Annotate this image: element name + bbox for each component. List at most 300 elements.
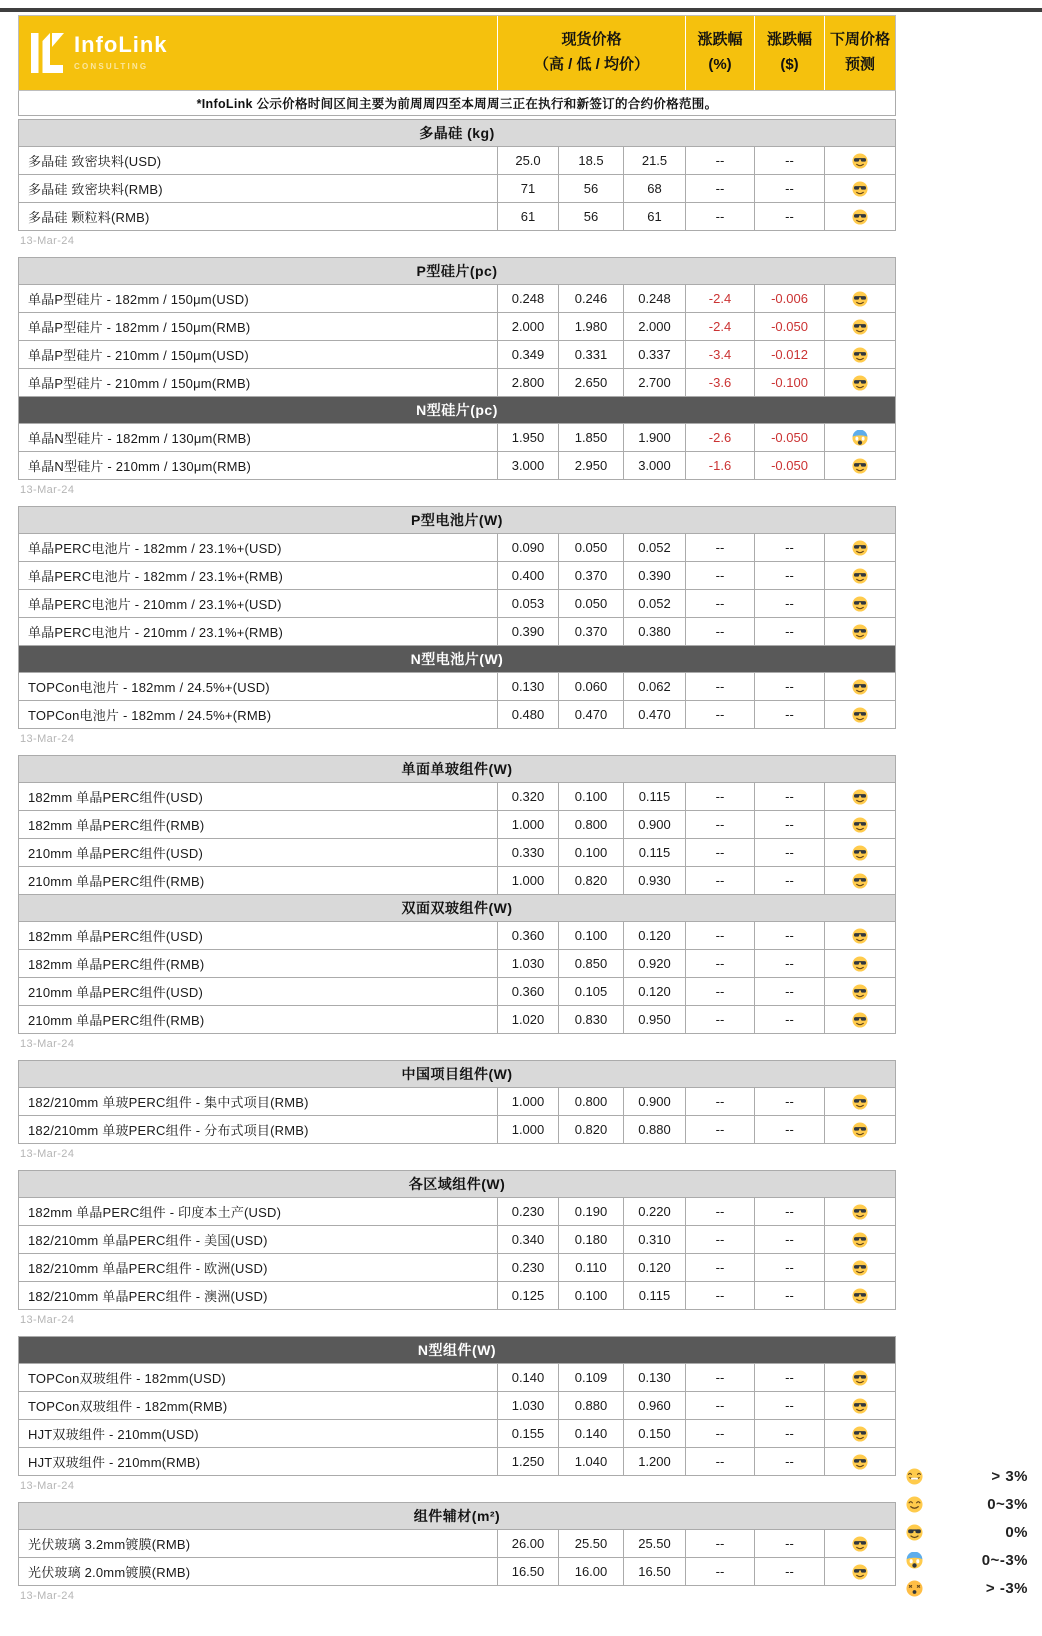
change-pct-subtitle: (%)	[708, 56, 732, 73]
sunglasses-emoji-icon	[852, 1370, 868, 1386]
grin-emoji-icon	[906, 1468, 923, 1485]
disclaimer-note: *InfoLink 公示价格时间区间主要为前周周四至本周周三正在执行和新签订的合约价格范围。	[18, 91, 896, 116]
price-low: 0.370	[559, 618, 623, 645]
price-avg: 0.900	[624, 1088, 685, 1115]
price-high: 0.090	[498, 534, 558, 561]
change-usd: --	[755, 590, 824, 617]
price-avg: 0.120	[624, 978, 685, 1005]
price-avg: 0.380	[624, 618, 685, 645]
legend-label: > -3%	[985, 1580, 1028, 1597]
sunglasses-emoji-icon	[852, 1204, 868, 1220]
forecast-cell	[825, 341, 895, 368]
section-header: N型电池片(W)	[19, 646, 895, 672]
sunglasses-emoji-icon	[852, 956, 868, 972]
sunglasses-emoji-icon	[852, 181, 868, 197]
row-label: 单晶P型硅片 - 210mm / 150μm(USD)	[19, 341, 497, 368]
price-table	[18, 257, 896, 480]
change-usd: --	[755, 811, 824, 838]
price-low: 0.370	[559, 562, 623, 589]
date-stamp: 13-Mar-24	[20, 1314, 75, 1326]
forecast-cell	[825, 1282, 895, 1309]
price-high: 16.50	[498, 1558, 558, 1585]
forecast-cell	[825, 1448, 895, 1475]
change-pct: --	[686, 1364, 754, 1391]
row-label: 182/210mm 单晶PERC组件 - 澳洲(USD)	[19, 1282, 497, 1309]
price-high: 0.360	[498, 922, 558, 949]
price-high: 0.125	[498, 1282, 558, 1309]
date-stamp: 13-Mar-24	[20, 1148, 75, 1160]
change-pct: --	[686, 1448, 754, 1475]
row-label: TOPCon双玻组件 - 182mm(USD)	[19, 1364, 497, 1391]
row-label: 单晶PERC电池片 - 210mm / 23.1%+(RMB)	[19, 618, 497, 645]
row-label: 182/210mm 单玻PERC组件 - 分布式项目(RMB)	[19, 1116, 497, 1143]
price-avg: 0.115	[624, 783, 685, 810]
price-avg: 0.390	[624, 562, 685, 589]
price-low: 0.140	[559, 1420, 623, 1447]
price-high: 0.330	[498, 839, 558, 866]
price-low: 0.190	[559, 1198, 623, 1225]
price-low: 0.100	[559, 783, 623, 810]
forecast-cell	[825, 1226, 895, 1253]
change-pct: -1.6	[686, 452, 754, 479]
price-low: 56	[559, 175, 623, 202]
sunglasses-emoji-icon	[852, 707, 868, 723]
legend-label: 0%	[1005, 1524, 1028, 1541]
price-low: 0.331	[559, 341, 623, 368]
change-usd: --	[755, 1198, 824, 1225]
price-avg: 0.062	[624, 673, 685, 700]
price-avg: 0.052	[624, 534, 685, 561]
sunglasses-emoji-icon	[852, 679, 868, 695]
change-pct: --	[686, 811, 754, 838]
price-high: 2.000	[498, 313, 558, 340]
sunglasses-emoji-icon	[852, 1426, 868, 1442]
sunglasses-emoji-icon	[852, 375, 868, 391]
row-label: 光伏玻璃 2.0mm镀膜(RMB)	[19, 1558, 497, 1585]
price-high: 0.248	[498, 285, 558, 312]
forecast-cell	[825, 1392, 895, 1419]
change-pct: --	[686, 1558, 754, 1585]
row-label: 多晶硅 致密块料(RMB)	[19, 175, 497, 202]
change-usd: -0.050	[755, 452, 824, 479]
change-pct: -3.6	[686, 369, 754, 396]
sunglasses-emoji-icon	[852, 845, 868, 861]
change-pct: --	[686, 534, 754, 561]
forecast-cell	[825, 1006, 895, 1033]
price-low: 0.180	[559, 1226, 623, 1253]
price-low: 0.060	[559, 673, 623, 700]
price-table	[18, 1060, 896, 1144]
forecast-cell	[825, 147, 895, 174]
change-usd: -0.012	[755, 341, 824, 368]
change-pct: --	[686, 1282, 754, 1309]
change-usd: --	[755, 618, 824, 645]
row-label: HJT双玻组件 - 210mm(RMB)	[19, 1448, 497, 1475]
sunglasses-emoji-icon	[852, 540, 868, 556]
sunglasses-emoji-icon	[852, 1398, 868, 1414]
change-usd: --	[755, 1226, 824, 1253]
forecast-cell	[825, 313, 895, 340]
change-pct: --	[686, 867, 754, 894]
price-low: 0.050	[559, 590, 623, 617]
row-label: TOPCon电池片 - 182mm / 24.5%+(USD)	[19, 673, 497, 700]
change-usd: --	[755, 1282, 824, 1309]
forecast-cell	[825, 922, 895, 949]
price-low: 0.100	[559, 922, 623, 949]
price-high: 1.000	[498, 1116, 558, 1143]
section-header: 单面单玻组件(W)	[19, 756, 895, 782]
row-label: HJT双玻组件 - 210mm(USD)	[19, 1420, 497, 1447]
price-low: 0.850	[559, 950, 623, 977]
row-label: 光伏玻璃 3.2mm镀膜(RMB)	[19, 1530, 497, 1557]
sunglasses-emoji-icon	[852, 928, 868, 944]
change-pct: -2.4	[686, 313, 754, 340]
forecast-cell	[825, 950, 895, 977]
price-high: 0.320	[498, 783, 558, 810]
change-pct: --	[686, 1198, 754, 1225]
price-avg: 0.310	[624, 1226, 685, 1253]
forecast-cell	[825, 562, 895, 589]
brand-text	[74, 33, 168, 72]
forecast-cell	[825, 839, 895, 866]
col-header-change-pct	[686, 16, 754, 90]
price-avg: 2.000	[624, 313, 685, 340]
price-high: 1.030	[498, 950, 558, 977]
sunglasses-emoji-icon	[852, 1536, 868, 1552]
col-header-spot-price	[498, 16, 685, 90]
price-low: 0.246	[559, 285, 623, 312]
change-usd: --	[755, 534, 824, 561]
change-usd: --	[755, 783, 824, 810]
row-label: 单晶N型硅片 - 182mm / 130μm(RMB)	[19, 424, 497, 451]
price-high: 0.053	[498, 590, 558, 617]
date-stamp: 13-Mar-24	[20, 235, 75, 247]
price-high: 1.000	[498, 1088, 558, 1115]
sunglasses-emoji-icon	[852, 596, 868, 612]
date-stamp: 13-Mar-24	[20, 1590, 75, 1602]
price-low: 0.100	[559, 1282, 623, 1309]
sunglasses-emoji-icon	[852, 1454, 868, 1470]
row-label: 单晶P型硅片 - 182mm / 150μm(RMB)	[19, 313, 497, 340]
price-avg: 0.150	[624, 1420, 685, 1447]
price-avg: 1.200	[624, 1448, 685, 1475]
price-avg: 0.930	[624, 867, 685, 894]
price-low: 0.880	[559, 1392, 623, 1419]
forecast-subtitle: 预测	[844, 56, 875, 73]
forecast-cell	[825, 424, 895, 451]
price-high: 1.030	[498, 1392, 558, 1419]
price-avg: 16.50	[624, 1558, 685, 1585]
price-high: 1.020	[498, 1006, 558, 1033]
sunglasses-emoji-icon	[852, 209, 868, 225]
price-avg: 3.000	[624, 452, 685, 479]
date-stamp: 13-Mar-24	[20, 484, 75, 496]
forecast-cell	[825, 1116, 895, 1143]
change-pct: --	[686, 562, 754, 589]
row-label: 210mm 单晶PERC组件(USD)	[19, 978, 497, 1005]
change-pct: --	[686, 673, 754, 700]
price-low: 1.040	[559, 1448, 623, 1475]
date-stamp: 13-Mar-24	[20, 733, 75, 745]
price-low: 2.650	[559, 369, 623, 396]
price-high: 61	[498, 203, 558, 230]
change-usd: --	[755, 1420, 824, 1447]
sunglasses-emoji-icon	[852, 817, 868, 833]
row-label: 单晶P型硅片 - 182mm / 150μm(USD)	[19, 285, 497, 312]
section-header: P型硅片(pc)	[19, 258, 895, 284]
forecast-cell	[825, 673, 895, 700]
price-high: 0.130	[498, 673, 558, 700]
price-avg: 0.900	[624, 811, 685, 838]
forecast-cell	[825, 867, 895, 894]
price-avg: 0.950	[624, 1006, 685, 1033]
change-pct: --	[686, 1088, 754, 1115]
change-usd: --	[755, 1558, 824, 1585]
price-low: 16.00	[559, 1558, 623, 1585]
price-table	[18, 119, 896, 231]
sunglasses-emoji-icon	[852, 1122, 868, 1138]
price-avg: 21.5	[624, 147, 685, 174]
legend-item	[906, 1547, 1028, 1574]
forecast-cell	[825, 1558, 895, 1585]
price-low: 0.820	[559, 867, 623, 894]
change-pct: --	[686, 701, 754, 728]
price-low: 0.470	[559, 701, 623, 728]
scream-emoji-icon	[906, 1552, 923, 1569]
price-low: 0.110	[559, 1254, 623, 1281]
change-usd: --	[755, 701, 824, 728]
section-header: P型电池片(W)	[19, 507, 895, 533]
sunglasses-emoji-icon	[852, 1012, 868, 1028]
scream-emoji-icon	[852, 430, 868, 446]
price-high: 25.0	[498, 147, 558, 174]
price-low: 0.800	[559, 1088, 623, 1115]
price-high: 0.230	[498, 1254, 558, 1281]
price-high: 0.340	[498, 1226, 558, 1253]
price-low: 0.050	[559, 534, 623, 561]
price-high: 1.250	[498, 1448, 558, 1475]
forecast-cell	[825, 978, 895, 1005]
change-pct-title: 涨跌幅	[697, 31, 743, 49]
sunglasses-emoji-icon	[852, 873, 868, 889]
price-low: 0.800	[559, 811, 623, 838]
sunglasses-emoji-icon	[852, 1260, 868, 1276]
legend-item	[906, 1519, 1028, 1546]
price-high: 3.000	[498, 452, 558, 479]
price-low: 2.950	[559, 452, 623, 479]
change-usd: --	[755, 1364, 824, 1391]
sunglasses-emoji-icon	[852, 1232, 868, 1248]
forecast-cell	[825, 1088, 895, 1115]
price-high: 0.400	[498, 562, 558, 589]
date-stamp: 13-Mar-24	[20, 1038, 75, 1050]
section-header: 各区域组件(W)	[19, 1171, 895, 1197]
change-usd: -0.050	[755, 424, 824, 451]
forecast-cell	[825, 811, 895, 838]
change-pct: --	[686, 950, 754, 977]
brand-cell	[19, 16, 497, 90]
price-high: 1.000	[498, 811, 558, 838]
row-label: 210mm 单晶PERC组件(RMB)	[19, 1006, 497, 1033]
row-label: 单晶PERC电池片 - 210mm / 23.1%+(USD)	[19, 590, 497, 617]
brand-subtitle: CONSULTING	[74, 61, 149, 71]
sunglasses-emoji-icon	[852, 984, 868, 1000]
forecast-cell	[825, 783, 895, 810]
sunglasses-emoji-icon	[852, 1094, 868, 1110]
forecast-cell	[825, 1530, 895, 1557]
change-usd: --	[755, 203, 824, 230]
price-high: 71	[498, 175, 558, 202]
row-label: 单晶PERC电池片 - 182mm / 23.1%+(USD)	[19, 534, 497, 561]
price-sections	[18, 119, 896, 1612]
price-high: 2.800	[498, 369, 558, 396]
col-header-forecast	[825, 16, 895, 90]
row-label: 210mm 单晶PERC组件(RMB)	[19, 867, 497, 894]
change-pct: -2.4	[686, 285, 754, 312]
price-table	[18, 506, 896, 729]
forecast-cell	[825, 618, 895, 645]
change-pct: --	[686, 1392, 754, 1419]
section-header: N型组件(W)	[19, 1337, 895, 1363]
row-label: 多晶硅 致密块料(USD)	[19, 147, 497, 174]
price-high: 0.230	[498, 1198, 558, 1225]
change-pct: --	[686, 1530, 754, 1557]
forecast-cell	[825, 175, 895, 202]
row-label: 182mm 单晶PERC组件(USD)	[19, 783, 497, 810]
forecast-cell	[825, 701, 895, 728]
row-label: 182mm 单晶PERC组件(RMB)	[19, 811, 497, 838]
change-pct: -2.6	[686, 424, 754, 451]
forecast-cell	[825, 1198, 895, 1225]
price-low: 18.5	[559, 147, 623, 174]
price-avg: 0.120	[624, 922, 685, 949]
change-pct: --	[686, 175, 754, 202]
change-usd: --	[755, 1088, 824, 1115]
change-usd-title: 涨跌幅	[766, 31, 812, 49]
row-label: 单晶P型硅片 - 210mm / 150μm(RMB)	[19, 369, 497, 396]
change-usd: --	[755, 1530, 824, 1557]
sunglasses-emoji-icon	[852, 319, 868, 335]
legend-label: > 3%	[991, 1468, 1028, 1485]
forecast-title: 下周价格	[829, 31, 890, 49]
price-high: 26.00	[498, 1530, 558, 1557]
price-high: 0.390	[498, 618, 558, 645]
price-high: 0.349	[498, 341, 558, 368]
change-usd: --	[755, 1448, 824, 1475]
row-label: 单晶N型硅片 - 210mm / 130μm(RMB)	[19, 452, 497, 479]
change-usd: -0.100	[755, 369, 824, 396]
price-avg: 0.920	[624, 950, 685, 977]
date-stamp: 13-Mar-24	[20, 1480, 75, 1492]
change-usd: --	[755, 562, 824, 589]
price-avg: 0.220	[624, 1198, 685, 1225]
col-header-change-usd	[755, 16, 824, 90]
top-divider	[0, 8, 1042, 12]
price-avg: 0.120	[624, 1254, 685, 1281]
change-usd: --	[755, 922, 824, 949]
price-low: 0.100	[559, 839, 623, 866]
price-avg: 0.248	[624, 285, 685, 312]
price-table	[18, 1502, 896, 1586]
price-table	[18, 755, 896, 1034]
change-pct: --	[686, 783, 754, 810]
forecast-cell	[825, 452, 895, 479]
row-label: 182/210mm 单晶PERC组件 - 美国(USD)	[19, 1226, 497, 1253]
price-avg: 1.900	[624, 424, 685, 451]
row-label: TOPCon电池片 - 182mm / 24.5%+(RMB)	[19, 701, 497, 728]
price-table	[18, 1336, 896, 1476]
change-pct: --	[686, 618, 754, 645]
forecast-cell	[825, 285, 895, 312]
smile-emoji-icon	[906, 1496, 923, 1513]
price-avg: 0.470	[624, 701, 685, 728]
price-low: 0.105	[559, 978, 623, 1005]
change-usd: --	[755, 1116, 824, 1143]
row-label: 182/210mm 单玻PERC组件 - 集中式项目(RMB)	[19, 1088, 497, 1115]
price-avg: 61	[624, 203, 685, 230]
sunglasses-emoji-icon	[852, 624, 868, 640]
sunglasses-emoji-icon	[852, 568, 868, 584]
forecast-cell	[825, 1420, 895, 1447]
price-low: 0.830	[559, 1006, 623, 1033]
price-high: 0.155	[498, 1420, 558, 1447]
price-avg: 25.50	[624, 1530, 685, 1557]
price-low: 1.850	[559, 424, 623, 451]
sunglasses-emoji-icon	[852, 1564, 868, 1580]
row-label: 多晶硅 颗粒料(RMB)	[19, 203, 497, 230]
change-pct: --	[686, 203, 754, 230]
change-pct: --	[686, 1254, 754, 1281]
price-low: 0.820	[559, 1116, 623, 1143]
sunglasses-emoji-icon	[852, 347, 868, 363]
forecast-cell	[825, 203, 895, 230]
change-usd-subtitle: ($)	[780, 56, 799, 73]
price-high: 0.360	[498, 978, 558, 1005]
price-avg: 0.115	[624, 839, 685, 866]
change-usd: --	[755, 673, 824, 700]
shock-emoji-icon	[906, 1580, 923, 1597]
price-avg: 2.700	[624, 369, 685, 396]
price-avg: 0.960	[624, 1392, 685, 1419]
change-usd: --	[755, 950, 824, 977]
section-header: 双面双玻组件(W)	[19, 895, 895, 921]
row-label: 182mm 单晶PERC组件(RMB)	[19, 950, 497, 977]
report-header	[18, 15, 896, 91]
sunglasses-emoji-icon	[852, 458, 868, 474]
forecast-cell	[825, 534, 895, 561]
price-low: 1.980	[559, 313, 623, 340]
change-pct: --	[686, 1226, 754, 1253]
price-high: 0.480	[498, 701, 558, 728]
section-header: N型硅片(pc)	[19, 397, 895, 423]
infolink-logo-icon	[31, 31, 65, 75]
price-avg: 68	[624, 175, 685, 202]
row-label: 单晶PERC电池片 - 182mm / 23.1%+(RMB)	[19, 562, 497, 589]
change-pct: --	[686, 1420, 754, 1447]
change-usd: --	[755, 867, 824, 894]
section-header: 中国项目组件(W)	[19, 1061, 895, 1087]
legend-label: 0~-3%	[981, 1552, 1028, 1569]
forecast-cell	[825, 1364, 895, 1391]
row-label: TOPCon双玻组件 - 182mm(RMB)	[19, 1392, 497, 1419]
brand-name: InfoLink	[74, 32, 168, 58]
change-pct: -3.4	[686, 341, 754, 368]
price-high: 1.000	[498, 867, 558, 894]
change-usd: -0.006	[755, 285, 824, 312]
change-usd: --	[755, 1006, 824, 1033]
change-pct: --	[686, 590, 754, 617]
price-avg: 0.052	[624, 590, 685, 617]
